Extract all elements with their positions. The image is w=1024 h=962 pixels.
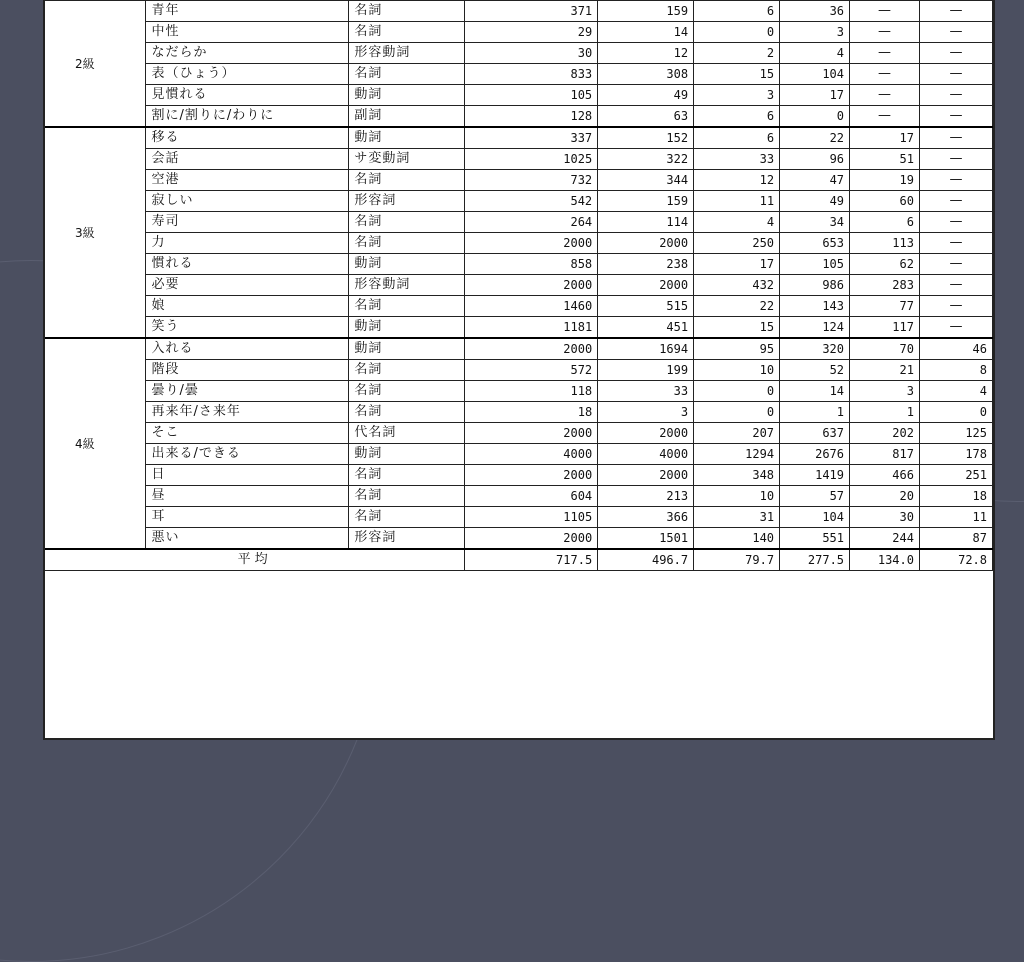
- value-cell[interactable]: 6: [694, 106, 780, 128]
- value-cell[interactable]: 1: [850, 402, 920, 423]
- value-cell[interactable]: 4000: [598, 444, 694, 465]
- value-cell[interactable]: 18: [465, 402, 598, 423]
- value-cell[interactable]: 2000: [465, 465, 598, 486]
- value-cell[interactable]: 95: [694, 338, 780, 360]
- value-cell[interactable]: 308: [598, 64, 694, 85]
- value-cell[interactable]: 77: [850, 296, 920, 317]
- word-cell[interactable]: 日: [146, 465, 349, 486]
- value-cell[interactable]: 337: [465, 127, 598, 149]
- value-cell[interactable]: 12: [598, 43, 694, 64]
- value-cell[interactable]: 10: [694, 486, 780, 507]
- pos-cell[interactable]: 名詞: [349, 507, 465, 528]
- level-cell: 4級: [45, 338, 146, 549]
- pos-cell[interactable]: 名詞: [349, 465, 465, 486]
- value-cell[interactable]: 51: [850, 149, 920, 170]
- value-cell[interactable]: 4: [919, 381, 992, 402]
- value-cell[interactable]: 49: [780, 191, 850, 212]
- value-cell[interactable]: 33: [598, 381, 694, 402]
- pos-cell[interactable]: 名詞: [349, 1, 465, 22]
- value-cell[interactable]: 833: [465, 64, 598, 85]
- value-cell[interactable]: 2000: [465, 528, 598, 550]
- value-cell[interactable]: 0: [694, 402, 780, 423]
- value-cell[interactable]: 551: [780, 528, 850, 550]
- value-cell[interactable]: 2000: [465, 233, 598, 254]
- word-cell[interactable]: 慣れる: [146, 254, 349, 275]
- value-cell[interactable]: 11: [919, 507, 992, 528]
- pos-cell[interactable]: 名詞: [349, 381, 465, 402]
- average-value-cell[interactable]: 79.7: [694, 549, 780, 571]
- value-cell[interactable]: 30: [850, 507, 920, 528]
- value-cell[interactable]: 22: [694, 296, 780, 317]
- word-cell[interactable]: 寿司: [146, 212, 349, 233]
- value-cell[interactable]: 4000: [465, 444, 598, 465]
- value-cell[interactable]: 11: [694, 191, 780, 212]
- value-cell[interactable]: 320: [780, 338, 850, 360]
- pos-cell[interactable]: 代名詞: [349, 423, 465, 444]
- value-cell[interactable]: 114: [598, 212, 694, 233]
- value-cell[interactable]: 1181: [465, 317, 598, 339]
- value-cell[interactable]: —: [850, 85, 920, 106]
- word-cell[interactable]: 空港: [146, 170, 349, 191]
- value-cell[interactable]: 49: [598, 85, 694, 106]
- value-cell[interactable]: 2000: [598, 275, 694, 296]
- table-row: [45, 1, 993, 22]
- value-cell[interactable]: 344: [598, 170, 694, 191]
- vocabulary-frequency-table: [45, 0, 993, 571]
- table-row: [45, 106, 993, 128]
- value-cell[interactable]: —: [919, 212, 992, 233]
- table-row: [45, 275, 993, 296]
- level-cell: 2級: [45, 1, 146, 128]
- value-cell[interactable]: 2000: [465, 423, 598, 444]
- word-cell[interactable]: 力: [146, 233, 349, 254]
- word-cell[interactable]: 中性: [146, 22, 349, 43]
- value-cell[interactable]: 15: [694, 317, 780, 339]
- value-cell[interactable]: 3: [598, 402, 694, 423]
- value-cell[interactable]: 858: [465, 254, 598, 275]
- word-cell[interactable]: 会話: [146, 149, 349, 170]
- value-cell[interactable]: 12: [694, 170, 780, 191]
- value-cell[interactable]: 542: [465, 191, 598, 212]
- value-cell[interactable]: 322: [598, 149, 694, 170]
- spreadsheet: [43, 0, 995, 740]
- value-cell[interactable]: 202: [850, 423, 920, 444]
- pos-cell[interactable]: 形容詞: [349, 191, 465, 212]
- value-cell[interactable]: 159: [598, 191, 694, 212]
- value-cell[interactable]: 1294: [694, 444, 780, 465]
- average-value-cell[interactable]: 496.7: [598, 549, 694, 571]
- value-cell[interactable]: 0: [780, 106, 850, 128]
- value-cell[interactable]: 3: [694, 85, 780, 106]
- value-cell[interactable]: 34: [780, 212, 850, 233]
- value-cell[interactable]: 10: [694, 360, 780, 381]
- value-cell[interactable]: 31: [694, 507, 780, 528]
- pos-cell[interactable]: 動詞: [349, 317, 465, 339]
- value-cell[interactable]: 2000: [465, 275, 598, 296]
- word-cell[interactable]: 見慣れる: [146, 85, 349, 106]
- value-cell[interactable]: 104: [780, 507, 850, 528]
- value-cell[interactable]: 57: [780, 486, 850, 507]
- value-cell[interactable]: 159: [598, 1, 694, 22]
- value-cell[interactable]: 105: [780, 254, 850, 275]
- value-cell[interactable]: 244: [850, 528, 920, 550]
- value-cell[interactable]: —: [850, 106, 920, 128]
- value-cell[interactable]: —: [919, 149, 992, 170]
- value-cell[interactable]: 653: [780, 233, 850, 254]
- value-cell[interactable]: 30: [465, 43, 598, 64]
- value-cell[interactable]: 3: [850, 381, 920, 402]
- word-cell[interactable]: 再来年/さ来年: [146, 402, 349, 423]
- value-cell[interactable]: 604: [465, 486, 598, 507]
- value-cell[interactable]: —: [919, 275, 992, 296]
- value-cell[interactable]: 152: [598, 127, 694, 149]
- pos-cell[interactable]: 形容詞: [349, 528, 465, 550]
- value-cell[interactable]: —: [850, 64, 920, 85]
- pos-cell[interactable]: 名詞: [349, 233, 465, 254]
- value-cell[interactable]: 250: [694, 233, 780, 254]
- value-cell[interactable]: 140: [694, 528, 780, 550]
- pos-cell[interactable]: サ変動詞: [349, 149, 465, 170]
- word-cell[interactable]: 青年: [146, 1, 349, 22]
- value-cell[interactable]: 1501: [598, 528, 694, 550]
- value-cell[interactable]: 6: [850, 212, 920, 233]
- value-cell[interactable]: 466: [850, 465, 920, 486]
- table-row: [45, 212, 993, 233]
- pos-cell[interactable]: 名詞: [349, 402, 465, 423]
- value-cell[interactable]: 986: [780, 275, 850, 296]
- table-row: [45, 170, 993, 191]
- table-row: [45, 486, 993, 507]
- value-cell[interactable]: 213: [598, 486, 694, 507]
- table-row: [45, 423, 993, 444]
- value-cell[interactable]: 60: [850, 191, 920, 212]
- value-cell[interactable]: 17: [694, 254, 780, 275]
- table-row: [45, 444, 993, 465]
- table-row: [45, 317, 993, 339]
- value-cell[interactable]: 21: [850, 360, 920, 381]
- value-cell[interactable]: 104: [780, 64, 850, 85]
- value-cell[interactable]: 0: [694, 22, 780, 43]
- word-cell[interactable]: 必要: [146, 275, 349, 296]
- pos-cell[interactable]: 動詞: [349, 85, 465, 106]
- value-cell[interactable]: 251: [919, 465, 992, 486]
- table-row: [45, 338, 993, 360]
- value-cell[interactable]: 128: [465, 106, 598, 128]
- value-cell[interactable]: 96: [780, 149, 850, 170]
- value-cell[interactable]: 2000: [598, 465, 694, 486]
- table-row: [45, 85, 993, 106]
- value-cell[interactable]: 238: [598, 254, 694, 275]
- value-cell[interactable]: 62: [850, 254, 920, 275]
- value-cell[interactable]: 117: [850, 317, 920, 339]
- table-row: [45, 381, 993, 402]
- value-cell[interactable]: 1460: [465, 296, 598, 317]
- value-cell[interactable]: 47: [780, 170, 850, 191]
- value-cell[interactable]: —: [919, 106, 992, 128]
- average-value-cell[interactable]: 277.5: [780, 549, 850, 571]
- value-cell[interactable]: 52: [780, 360, 850, 381]
- value-cell[interactable]: 1: [780, 402, 850, 423]
- value-cell[interactable]: 2: [694, 43, 780, 64]
- value-cell[interactable]: 178: [919, 444, 992, 465]
- value-cell[interactable]: 2000: [465, 338, 598, 360]
- value-cell[interactable]: 366: [598, 507, 694, 528]
- value-cell[interactable]: 2676: [780, 444, 850, 465]
- value-cell[interactable]: 1694: [598, 338, 694, 360]
- value-cell[interactable]: 33: [694, 149, 780, 170]
- average-value-cell[interactable]: 717.5: [465, 549, 598, 571]
- value-cell[interactable]: 1025: [465, 149, 598, 170]
- table-row: [45, 296, 993, 317]
- table-row: [45, 402, 993, 423]
- value-cell[interactable]: 46: [919, 338, 992, 360]
- pos-cell[interactable]: 名詞: [349, 170, 465, 191]
- average-value-cell[interactable]: 134.0: [850, 549, 920, 571]
- word-cell[interactable]: 表（ひょう）: [146, 64, 349, 85]
- pos-cell[interactable]: 名詞: [349, 212, 465, 233]
- value-cell[interactable]: 19: [850, 170, 920, 191]
- value-cell[interactable]: —: [850, 22, 920, 43]
- word-cell[interactable]: 悪い: [146, 528, 349, 550]
- word-cell[interactable]: 入れる: [146, 338, 349, 360]
- level-cell: 3級: [45, 127, 146, 338]
- value-cell[interactable]: 63: [598, 106, 694, 128]
- value-cell[interactable]: 572: [465, 360, 598, 381]
- value-cell[interactable]: 348: [694, 465, 780, 486]
- value-cell[interactable]: 199: [598, 360, 694, 381]
- table-row: [45, 233, 993, 254]
- value-cell[interactable]: 124: [780, 317, 850, 339]
- pos-cell[interactable]: 形容動詞: [349, 43, 465, 64]
- table-row: [45, 149, 993, 170]
- value-cell[interactable]: 515: [598, 296, 694, 317]
- table-row: [45, 360, 993, 381]
- value-cell[interactable]: 207: [694, 423, 780, 444]
- value-cell[interactable]: 14: [780, 381, 850, 402]
- value-cell[interactable]: 1419: [780, 465, 850, 486]
- value-cell[interactable]: 29: [465, 22, 598, 43]
- table-row: [45, 528, 993, 550]
- table-row: [45, 507, 993, 528]
- value-cell[interactable]: 14: [598, 22, 694, 43]
- word-cell[interactable]: 耳: [146, 507, 349, 528]
- value-cell[interactable]: 36: [780, 1, 850, 22]
- value-cell[interactable]: 87: [919, 528, 992, 550]
- value-cell[interactable]: —: [919, 170, 992, 191]
- word-cell[interactable]: 笑う: [146, 317, 349, 339]
- value-cell[interactable]: 451: [598, 317, 694, 339]
- word-cell[interactable]: 娘: [146, 296, 349, 317]
- average-row: [45, 549, 993, 571]
- value-cell[interactable]: —: [919, 22, 992, 43]
- word-cell[interactable]: 階段: [146, 360, 349, 381]
- value-cell[interactable]: 22: [780, 127, 850, 149]
- value-cell[interactable]: 432: [694, 275, 780, 296]
- value-cell[interactable]: 2000: [598, 233, 694, 254]
- value-cell[interactable]: —: [919, 85, 992, 106]
- value-cell[interactable]: —: [850, 43, 920, 64]
- table-row: [45, 465, 993, 486]
- value-cell[interactable]: 283: [850, 275, 920, 296]
- pos-cell[interactable]: 名詞: [349, 64, 465, 85]
- table-row: [45, 191, 993, 212]
- word-cell[interactable]: そこ: [146, 423, 349, 444]
- value-cell[interactable]: —: [850, 1, 920, 22]
- pos-cell[interactable]: 名詞: [349, 296, 465, 317]
- table-row: [45, 22, 993, 43]
- table-row: [45, 254, 993, 275]
- word-cell[interactable]: 昼: [146, 486, 349, 507]
- pos-cell[interactable]: 名詞: [349, 486, 465, 507]
- value-cell[interactable]: 4: [694, 212, 780, 233]
- word-cell[interactable]: 移る: [146, 127, 349, 149]
- value-cell[interactable]: —: [919, 296, 992, 317]
- table-row: [45, 64, 993, 85]
- value-cell[interactable]: —: [919, 254, 992, 275]
- value-cell[interactable]: 264: [465, 212, 598, 233]
- value-cell[interactable]: —: [919, 1, 992, 22]
- word-cell[interactable]: 割に/割りに/わりに: [146, 106, 349, 128]
- value-cell[interactable]: 143: [780, 296, 850, 317]
- value-cell[interactable]: 113: [850, 233, 920, 254]
- value-cell[interactable]: 17: [850, 127, 920, 149]
- value-cell[interactable]: 17: [780, 85, 850, 106]
- pos-cell[interactable]: 動詞: [349, 444, 465, 465]
- word-cell[interactable]: なだらか: [146, 43, 349, 64]
- value-cell[interactable]: 6: [694, 1, 780, 22]
- pos-cell[interactable]: 形容動詞: [349, 275, 465, 296]
- value-cell[interactable]: 0: [919, 402, 992, 423]
- pos-cell[interactable]: 名詞: [349, 22, 465, 43]
- value-cell[interactable]: 732: [465, 170, 598, 191]
- value-cell[interactable]: —: [919, 233, 992, 254]
- value-cell[interactable]: —: [919, 43, 992, 64]
- average-label: 平均: [45, 549, 465, 571]
- value-cell[interactable]: —: [919, 317, 992, 339]
- word-cell[interactable]: 出来る/できる: [146, 444, 349, 465]
- table-row: [45, 127, 993, 149]
- value-cell[interactable]: —: [919, 64, 992, 85]
- value-cell[interactable]: 4: [780, 43, 850, 64]
- value-cell[interactable]: 0: [694, 381, 780, 402]
- value-cell[interactable]: —: [919, 127, 992, 149]
- value-cell[interactable]: 125: [919, 423, 992, 444]
- value-cell[interactable]: 817: [850, 444, 920, 465]
- average-value-cell[interactable]: 72.8: [919, 549, 992, 571]
- value-cell[interactable]: 105: [465, 85, 598, 106]
- pos-cell[interactable]: 動詞: [349, 338, 465, 360]
- value-cell[interactable]: 8: [919, 360, 992, 381]
- table-row: [45, 43, 993, 64]
- value-cell[interactable]: 20: [850, 486, 920, 507]
- value-cell[interactable]: 6: [694, 127, 780, 149]
- pos-cell[interactable]: 副詞: [349, 106, 465, 128]
- word-cell[interactable]: 曇り/曇: [146, 381, 349, 402]
- value-cell[interactable]: 2000: [598, 423, 694, 444]
- value-cell[interactable]: —: [919, 191, 992, 212]
- pos-cell[interactable]: 名詞: [349, 360, 465, 381]
- value-cell[interactable]: 15: [694, 64, 780, 85]
- value-cell[interactable]: 3: [780, 22, 850, 43]
- word-cell[interactable]: 寂しい: [146, 191, 349, 212]
- value-cell[interactable]: 118: [465, 381, 598, 402]
- value-cell[interactable]: 637: [780, 423, 850, 444]
- value-cell[interactable]: 18: [919, 486, 992, 507]
- pos-cell[interactable]: 動詞: [349, 254, 465, 275]
- value-cell[interactable]: 1105: [465, 507, 598, 528]
- value-cell[interactable]: 371: [465, 1, 598, 22]
- pos-cell[interactable]: 動詞: [349, 127, 465, 149]
- value-cell[interactable]: 70: [850, 338, 920, 360]
